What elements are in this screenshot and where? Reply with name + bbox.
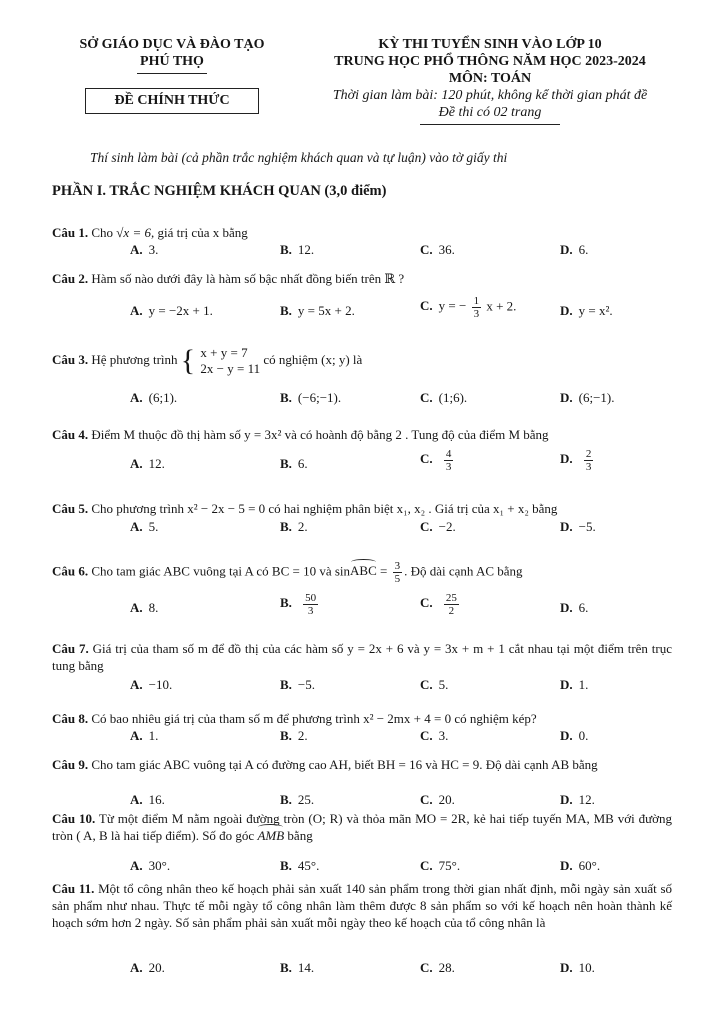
option-c[interactable]: C. −2. bbox=[420, 519, 456, 534]
divider bbox=[137, 73, 207, 74]
option-a[interactable]: A. 12. bbox=[130, 456, 165, 471]
option-b[interactable]: B. 2. bbox=[280, 728, 308, 743]
question-7: Câu 7. Giá trị của tham số m để đồ thị của các hàm số y = 2x + 6 và y = 3x + m + 1 cắt nhau tại một điểm trên trục tung bằng bbox=[52, 641, 673, 673]
question-11: Câu 11. Một tổ công nhân theo kế hoạch phải sản xuất 140 sản phẩm trong thời gian nhất định, mỗi ngày sản xuất số sản phẩm như nhau. Thực tế mỗi ngày tổ công nhân làm thêm được 8 sản phẩm so với kế hoạch nên hoàn thành kế hoạch sớm hơn 2 ngày. Số sản phẩm phải sản xuất mỗi ngày theo kế hoạch của tổ công nhân là bbox=[52, 881, 672, 930]
option-b[interactable]: B. 25. bbox=[280, 792, 315, 807]
question-10: Câu 10. Từ một điểm M nằm ngoài đường tròn (O; R) và thỏa mãn MO = 2R, kẻ hai tiếp tuyến MA, MB với đường tròn ( A, B là hai tiếp điểm). Số đo góc AMB bằng bbox=[52, 811, 673, 843]
question-3-options bbox=[0, 390, 724, 408]
option-a[interactable]: A. 8. bbox=[130, 600, 159, 615]
instruction: Thí sinh làm bài (cả phần trắc nghiệm khách quan và tự luận) vào tờ giấy thi bbox=[90, 150, 508, 165]
option-d[interactable]: D. 12. bbox=[560, 792, 595, 807]
option-d[interactable]: D. 60°. bbox=[560, 858, 601, 873]
fraction: $\frac{25}{2}$ bbox=[445, 592, 457, 617]
option-d[interactable]: D. y = x². bbox=[560, 303, 613, 318]
option-c[interactable]: C. 20. bbox=[420, 792, 455, 807]
question-3: Câu 3. Hệ phương trình { x + y = 7 2x − y = 11 có nghiệm (x; y) là bbox=[52, 344, 363, 377]
question-10-options bbox=[0, 858, 724, 876]
question-4: Câu 4. Điểm M thuộc đồ thị hàm số y = 3x² và có hoành độ bằng 2 . Tung độ của điểm M bằng bbox=[52, 427, 549, 442]
fraction: $\frac{4}{3}$ bbox=[445, 448, 452, 473]
option-d[interactable]: D. $\frac{2}{3}$ bbox=[560, 448, 592, 473]
option-b[interactable]: B. 12. bbox=[280, 242, 315, 257]
fraction: $\frac{2}{3}$ bbox=[585, 448, 592, 473]
subject: MÔN: TOÁN bbox=[448, 71, 532, 86]
fraction: $\frac{3}{5}$ bbox=[394, 560, 401, 585]
option-c[interactable]: C. y = − $\frac{1}{3}$ x + 2. bbox=[420, 295, 517, 320]
question-6: Câu 6. Cho tam giác ABC vuông tại A có BC = 10 và sinABC = $\frac{3}{5}$ . Độ dài cạnh AC bằng bbox=[52, 560, 523, 585]
option-d[interactable]: D. 0. bbox=[560, 728, 589, 743]
option-b[interactable]: B. (−6;−1). bbox=[280, 390, 342, 405]
option-b[interactable]: B. 45°. bbox=[280, 858, 320, 873]
fraction: $\frac{50}{3}$ bbox=[305, 592, 317, 617]
option-c[interactable]: C. (1;6). bbox=[420, 390, 468, 405]
option-a[interactable]: A. 30°. bbox=[130, 858, 171, 873]
option-a[interactable]: A. −10. bbox=[130, 677, 173, 692]
question-9-options bbox=[0, 792, 724, 810]
option-b[interactable]: B. $\frac{50}{3}$ bbox=[280, 592, 317, 617]
option-b[interactable]: B. 6. bbox=[280, 456, 308, 471]
option-d[interactable]: D. 6. bbox=[560, 242, 589, 257]
option-a[interactable]: A. 1. bbox=[130, 728, 159, 743]
question-2: Câu 2. Hàm số nào dưới đây là hàm số bậc nhất đồng biến trên ℝ ? bbox=[52, 271, 405, 286]
question-5: Câu 5. Cho phương trình x² − 2x − 5 = 0 có hai nghiệm phân biệt x₁, x₂ . Giá trị của x₁ + x₂ bằng bbox=[52, 501, 558, 516]
divider bbox=[420, 124, 560, 125]
equation-system: x + y = 7 2x − y = 11 bbox=[200, 345, 261, 376]
option-c[interactable]: C. 75°. bbox=[420, 858, 461, 873]
question-9: Câu 9. Cho tam giác ABC vuông tại A có đường cao AH, biết BH = 16 và HC = 9. Độ dài cạnh AB bằng bbox=[52, 757, 598, 772]
option-d[interactable]: D. 6. bbox=[560, 600, 589, 615]
option-b[interactable]: B. 2. bbox=[280, 519, 308, 534]
question-7-options bbox=[0, 677, 724, 695]
option-a[interactable]: A. y = −2x + 1. bbox=[130, 303, 213, 318]
time-limit: Thời gian làm bài: 120 phút, không kể thời gian phát đề bbox=[332, 88, 648, 103]
department-name: SỞ GIÁO DỤC VÀ ĐÀO TẠO bbox=[79, 37, 265, 52]
option-c[interactable]: C. $\frac{4}{3}$ bbox=[420, 448, 452, 473]
question-1: Câu 1. Cho √x = 6, giá trị của x bằng bbox=[52, 225, 248, 240]
question-5-options bbox=[0, 519, 724, 537]
system-brace: { bbox=[180, 344, 196, 377]
question-4-options bbox=[0, 448, 724, 474]
exam-year: TRUNG HỌC PHỔ THÔNG NĂM HỌC 2023-2024 bbox=[334, 54, 646, 69]
header-left bbox=[52, 36, 292, 114]
option-d[interactable]: D. 10. bbox=[560, 960, 595, 975]
official-badge: ĐỀ CHÍNH THỨC bbox=[85, 88, 259, 114]
option-a[interactable]: A. 3. bbox=[130, 242, 159, 257]
option-d[interactable]: D. (6;−1). bbox=[560, 390, 615, 405]
option-c[interactable]: C. 28. bbox=[420, 960, 455, 975]
section-title: PHẦN I. TRẮC NGHIỆM KHÁCH QUAN (3,0 điểm) bbox=[52, 183, 387, 199]
province-name: PHÚ THỌ bbox=[140, 54, 204, 69]
option-c[interactable]: C. 3. bbox=[420, 728, 449, 743]
exam-title: KỲ THI TUYỂN SINH VÀO LỚP 10 bbox=[378, 37, 602, 52]
option-c[interactable]: C. $\frac{25}{2}$ bbox=[420, 592, 457, 617]
question-8: Câu 8. Có bao nhiêu giá trị của tham số m để phương trình x² − 2mx + 4 = 0 có nghiệm kép? bbox=[52, 711, 537, 726]
question-11-options bbox=[0, 960, 724, 978]
option-a[interactable]: A. 5. bbox=[130, 519, 159, 534]
option-b[interactable]: B. 14. bbox=[280, 960, 315, 975]
option-d[interactable]: D. 1. bbox=[560, 677, 589, 692]
option-a[interactable]: A. (6;1). bbox=[130, 390, 178, 405]
option-a[interactable]: A. 16. bbox=[130, 792, 165, 807]
option-c[interactable]: C. 36. bbox=[420, 242, 455, 257]
question-8-options bbox=[0, 728, 724, 746]
angle-abc: ABC bbox=[350, 563, 377, 579]
question-6-options bbox=[0, 592, 724, 618]
fraction: $\frac{1}{3}$ bbox=[473, 295, 480, 320]
question-1-options bbox=[0, 242, 724, 260]
question-2-options bbox=[0, 295, 724, 321]
option-a[interactable]: A. 20. bbox=[130, 960, 165, 975]
option-d[interactable]: D. −5. bbox=[560, 519, 596, 534]
option-b[interactable]: B. −5. bbox=[280, 677, 316, 692]
angle-amb: AMB bbox=[257, 828, 285, 843]
header-right bbox=[300, 36, 680, 125]
option-c[interactable]: C. 5. bbox=[420, 677, 449, 692]
option-b[interactable]: B. y = 5x + 2. bbox=[280, 303, 355, 318]
page-count: Đề thi có 02 trang bbox=[438, 105, 542, 120]
